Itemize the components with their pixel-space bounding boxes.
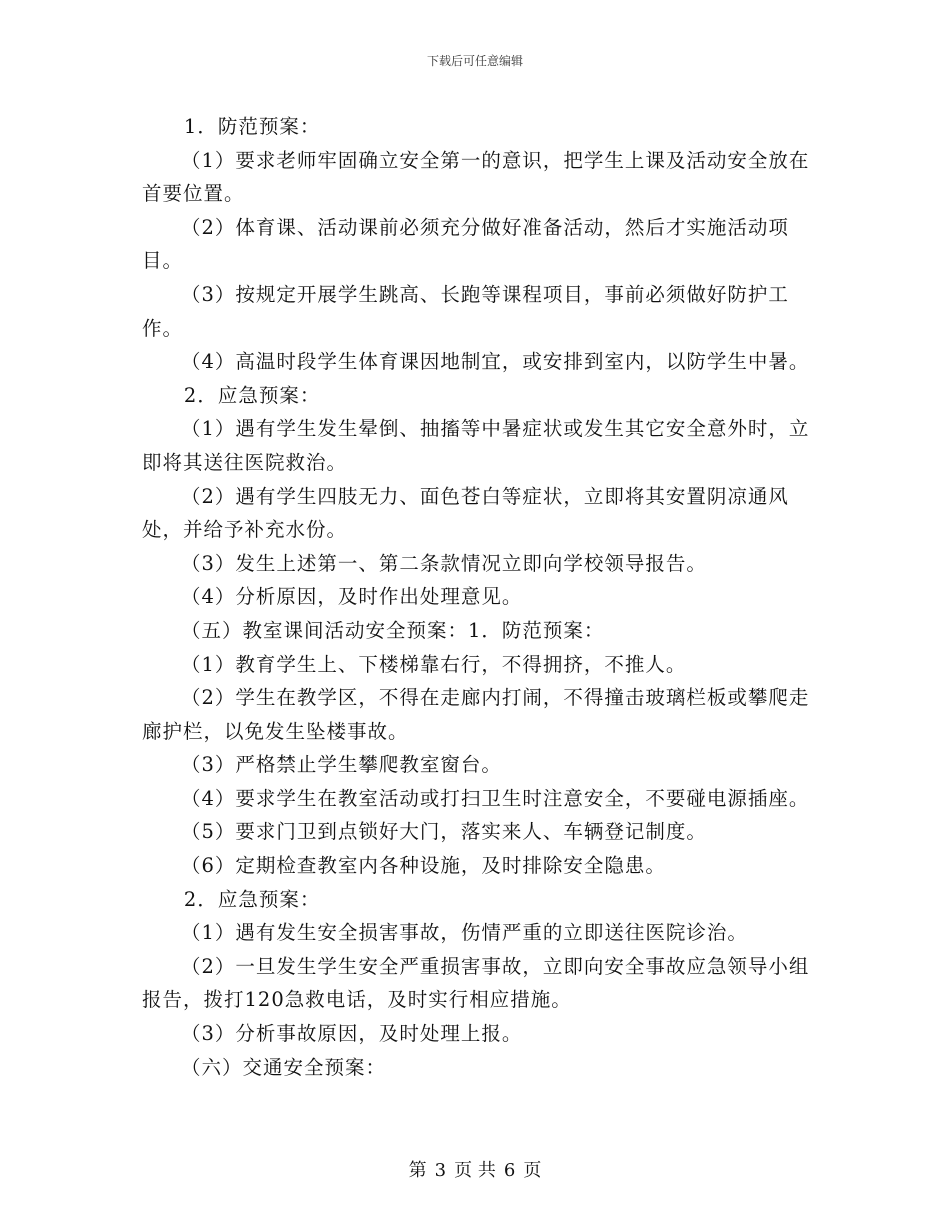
paragraph: （4）高温时段学生体育课因地制宜，或安排到室内，以防学生中暑。	[181, 350, 810, 374]
page-total: 6	[503, 1160, 516, 1181]
section-heading-classroom: （五）教室课间活动安全预案：1．防范预案：	[181, 618, 605, 642]
paragraph: （2）学生在教学区，不得在走廊内打闹，不得撞击玻璃栏板或攀爬走廊护栏，以免发生坠楼事故。	[142, 686, 810, 743]
section-heading-traffic: （六）交通安全预案：	[181, 1055, 387, 1079]
heading-prevention: 1．防范预案：	[183, 115, 321, 138]
paragraph: （1）要求老师牢固确立安全第一的意识，把学生上课及活动安全放在首要位置。	[142, 148, 810, 206]
paragraph: （2）遇有学生四肢无力、面色苍白等症状，立即将其安置阴凉通风处，并给予补充水份。	[142, 484, 789, 542]
paragraph: （6）定期检查教室内各种设施，及时排除安全隐患。	[181, 854, 666, 878]
document-body	[142, 110, 812, 1084]
page-header: 下载后可任意编辑	[426, 54, 523, 68]
heading-emergency: 2．应急预案：	[183, 887, 321, 911]
paragraph: （1）遇有发生安全损害事故，伤情严重的立即送往医院诊治。	[181, 921, 748, 945]
page-number: 3	[434, 1160, 447, 1181]
paragraph: （3）分析事故原因，及时处理上报。	[181, 1022, 523, 1046]
footer-prefix: 第	[408, 1160, 427, 1181]
paragraph: （3）严格禁止学生攀爬教室窗台。	[181, 753, 502, 777]
paragraph: （4）要求学生在教室活动或打扫卫生时注意安全，不要碰电源插座。	[181, 786, 810, 810]
paragraph: （2）体育课、活动课前必须充分做好准备活动，然后才实施活动项目。	[142, 215, 789, 273]
paragraph: （1）遇有学生发生晕倒、抽搐等中暑症状或发生其它安全意外时，立即将其送往医院救治。	[142, 417, 810, 474]
page-footer	[0, 1156, 950, 1182]
paragraph: （3）按规定开展学生跳高、长跑等课程项目，事前必须做好防护工作。	[142, 282, 789, 340]
footer-suffix: 页	[523, 1160, 542, 1181]
paragraph: （4）分析原因，及时作出处理意见。	[181, 585, 523, 609]
heading-emergency: 2．应急预案：	[183, 383, 321, 407]
paragraph: （2）一旦发生学生安全严重损害事故，立即向安全事故应急领导小组报告，拨打120急救电话，及时实行相应措施。	[142, 954, 810, 1012]
paragraph: （3）发生上述第一、第二条款情况立即向学校领导报告。	[181, 551, 707, 575]
footer-middle: 页 共	[454, 1160, 496, 1181]
paragraph: （5）要求门卫到点锁好大门，落实来人、车辆登记制度。	[181, 820, 707, 844]
paragraph: （1）教育学生上、下楼梯靠右行，不得拥挤，不推人。	[181, 652, 687, 676]
